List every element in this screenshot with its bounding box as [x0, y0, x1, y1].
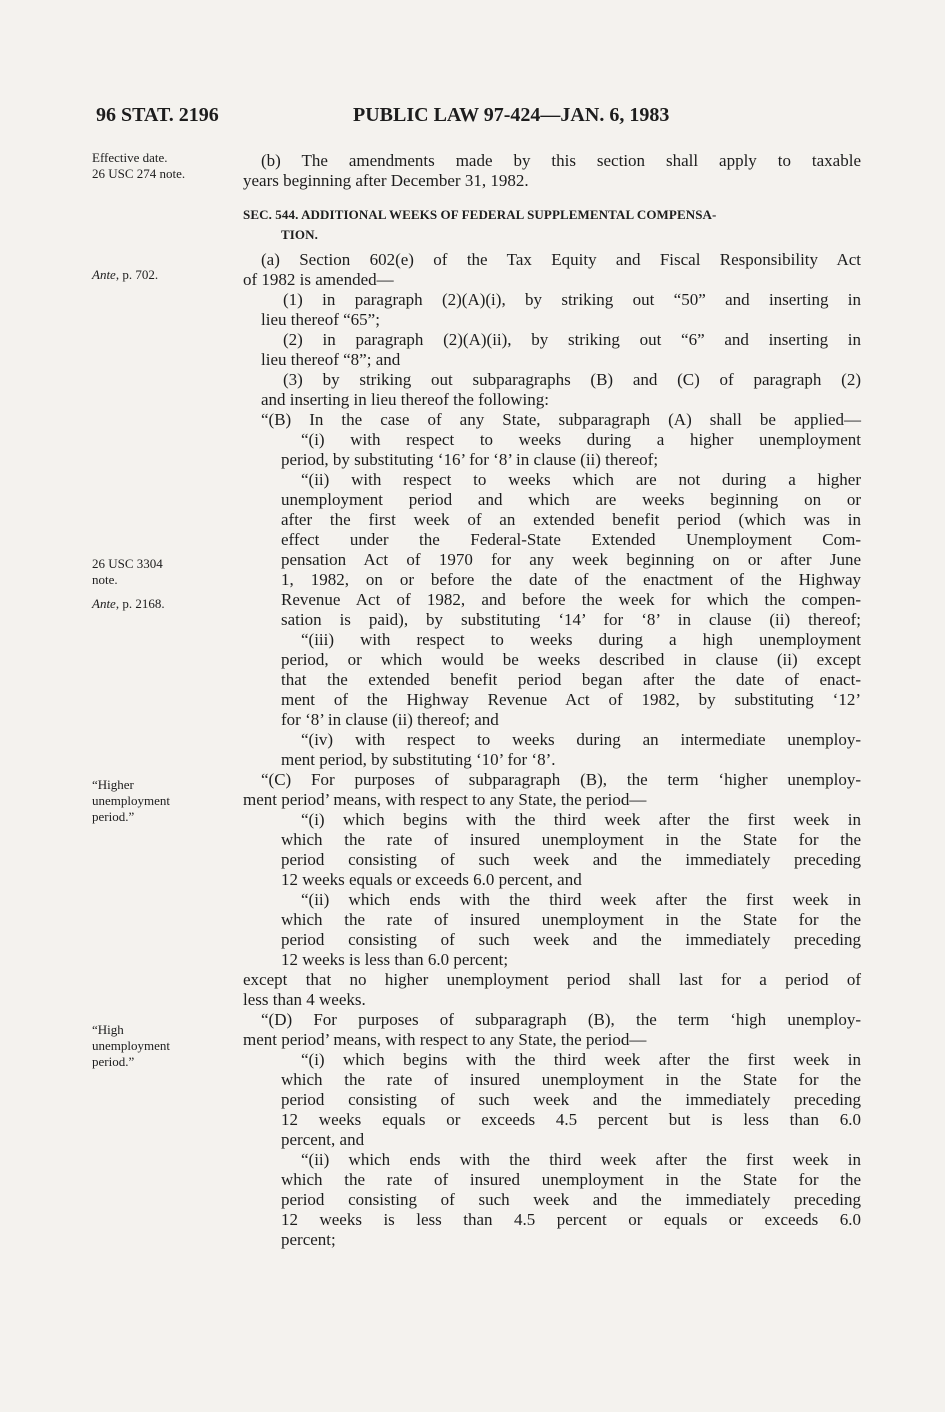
margin-note-effective-date: Effective date. 26 USC 274 note.	[92, 150, 186, 181]
section-544-text: (a) Section 602(e) of the Tax Equity and Fiscal Responsibility Act of 1982 is amended— (1) in paragraph (2)(A)(i), by striking out “50” and inserting in lieu thereof “65”; (2) in paragraph (2)(A)(ii), by striking out “6” and inserting in lieu thereof “8”; and (3) by striking out subparagraphs (B) and (C) of paragraph (2) and inserting in lieu thereof the following: “(B) In the case of any State, subparagraph (A) shall be applied— “(i) with respect to weeks during a higher unemployment period, by substituting ‘16’ for ‘8’ in clause (ii) thereof; “(ii) with respect to weeks which are not during a higher unemployment period and which are weeks beginning on or after the first week of an extended benefit period (which was in effect under the Federal-State Extended Unemployment Com- pensation Act of 1970 for any week beginning on or after June 1, 1982, on or before the date of the enactment of the Highway Revenue Act of 1982, and before the week for which the compen- sation is paid), by substituting ‘14’ for ‘8’ in clause (ii) thereof; “(iii) with respect to weeks during a high unemployment period, or which would be weeks described in clause (ii) except that the extended benefit period began after the date of enact- ment of the Highway Revenue Act of 1982, by substituting ‘12’ for ‘8’ in clause (ii) thereof; and “(iv) with respect to weeks during an intermediate unemploy- ment period, by substituting ‘10’ for ‘8’. “(C) For purposes of subparagraph (B), the term ‘higher unemploy- ment period’ means, with respect to any State, the period— “(i) which begins with the third week after the first week in which the rate of insured unemployment in the State for the period consisting of such week and the immediately preceding 12 weeks equals or exceeds 6.0 percent, and “(ii) which ends with the third week after the first week in which the rate of insured unemployment in the State for the period consisting of such week and the immediately preceding 12 weeks is less than 6.0 percent; except that no higher unemployment period shall last for a period of less than 4 weeks. “(D) For purposes of subparagraph (B), the term ‘high unemploy- ment period’ means, with respect to any State, the period— “(i) which begins with the third week after the first week in which the rate of insured unemployment in the State for the period consisting of such week and the immediately preceding 12 weeks equals or exceeds 4.5 percent but is less than 6.0 percent, and “(ii) which ends with the third week after the first week in which the rate of insured unemployment in the State for the period consisting of such week and the immediately preceding 12 weeks is less than 4.5 percent or equals or exceeds 6.0 percent;	[243, 250, 861, 1249]
margin-note-high-unemployment-period: “High unemployment period.”	[92, 1022, 170, 1069]
margin-note-higher-unemployment-period: “Higher unemployment period.”	[92, 777, 170, 824]
margin-note-usc-3304: 26 USC 3304 note.	[92, 556, 163, 587]
section-heading: SEC. 544. ADDITIONAL WEEKS OF FEDERAL SUPPLEMENTAL COMPENSA- TION.	[243, 207, 717, 242]
page-citation: 96 STAT. 2196	[96, 104, 219, 126]
running-head: PUBLIC LAW 97-424—JAN. 6, 1983	[353, 104, 670, 126]
subsection-b-text: (b) The amendments made by this section shall apply to taxable years beginning after December 31, 1982.	[243, 151, 861, 190]
margin-note-ante-702: Ante, p. 702.	[92, 267, 159, 282]
margin-note-ante-2168: Ante, p. 2168.	[92, 596, 165, 611]
